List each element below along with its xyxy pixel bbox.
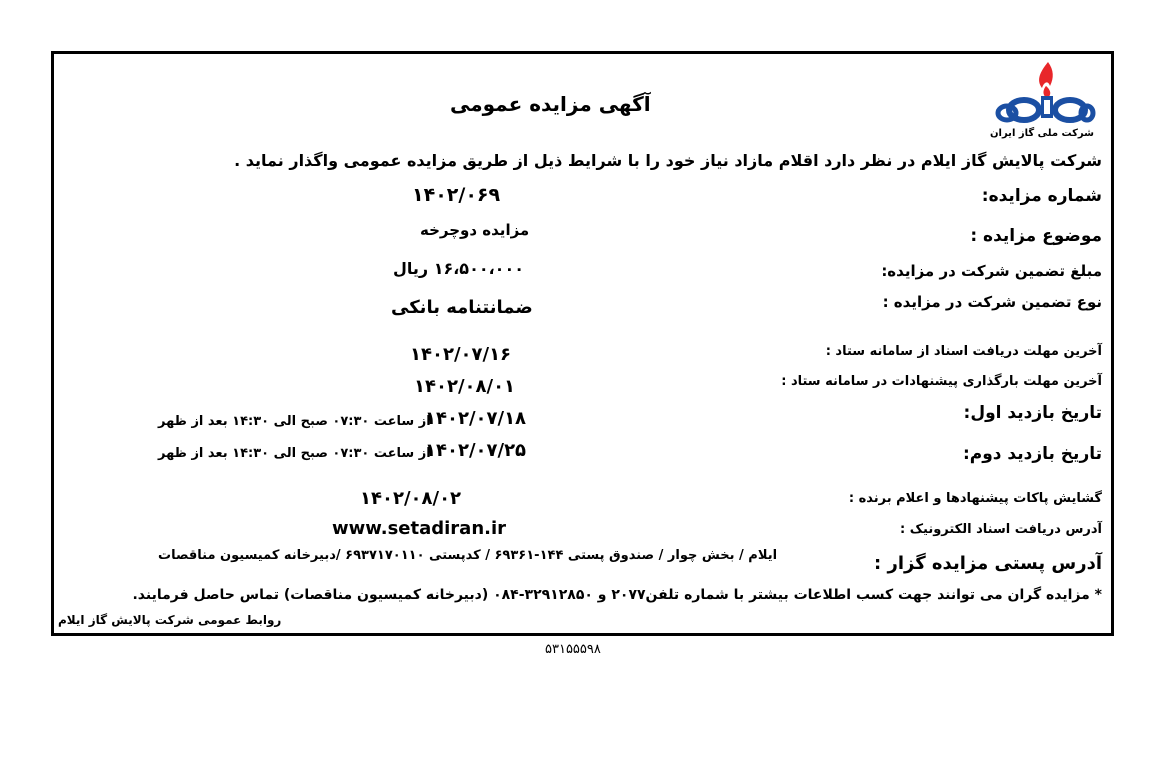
postal-value: ایلام / بخش چوار / صندوق پستی ۱۴۴-۶۹۳۶۱ / کدپستی ۶۹۳۷۱۷۰۱۱۰ /دبیرخانه کمیسیون مناقصات bbox=[158, 548, 778, 563]
notice-code: ۵۳۱۵۵۵۹۸ bbox=[545, 642, 601, 657]
auction-number-label: شماره مزایده: bbox=[981, 186, 1102, 206]
guarantee-type-value: ضمانتنامه بانکی bbox=[391, 297, 533, 318]
guarantee-amount-label: مبلغ تضمین شرکت در مزایده: bbox=[881, 262, 1102, 280]
visit1-label: تاریخ بازدید اول: bbox=[963, 403, 1102, 423]
visit1-time: از ساعت ۰۷:۳۰ صبح الی ۱۴:۳۰ بعد از ظهر bbox=[158, 414, 431, 429]
visit2-time: از ساعت ۰۷:۳۰ صبح الی ۱۴:۳۰ بعد از ظهر bbox=[158, 446, 431, 461]
bid-deadline-label: آخرین مهلت بارگذاری پیشنهادات در سامانه ستاد : bbox=[781, 374, 1102, 389]
page-title: آگهی مزایده عمومی bbox=[450, 92, 651, 116]
bid-deadline-value: ۱۴۰۲/۰۸/۰۱ bbox=[414, 376, 516, 397]
guarantee-type-label: نوع تضمین شرکت در مزایده : bbox=[882, 293, 1102, 311]
opening-label: گشایش پاکات پیشنهادها و اعلام برنده : bbox=[848, 491, 1102, 506]
opening-value: ۱۴۰۲/۰۸/۰۲ bbox=[360, 488, 462, 509]
visit2-label: تاریخ بازدید دوم: bbox=[962, 444, 1102, 464]
footer-note: * مزایده گران می توانند جهت کسب اطلاعات بیشتر با شماره تلفن۲۰۷۷ و ۳۲۹۱۲۸۵۰-۰۸۴ (دبیرخانه کمیسیون مناقصات) تماس حاصل فرمایند. bbox=[132, 587, 1102, 603]
subject-value: مزایده دوچرخه bbox=[420, 221, 530, 239]
guarantee-amount-value: ۱۶،۵۰۰،۰۰۰ ریال bbox=[393, 259, 524, 278]
postal-label: آدرس پستی مزایده گزار : bbox=[874, 553, 1102, 574]
logo-caption: شرکت ملی گاز ایران bbox=[990, 128, 1094, 139]
intro-text: شرکت پالایش گاز ایلام در نظر دارد اقلام مازاد نیاز خود را با شرایط ذیل از طریق مزایده عمومی واگذار نماید . bbox=[234, 151, 1102, 170]
auction-number-value: ۱۴۰۲/۰۶۹ bbox=[412, 184, 501, 206]
doc-deadline-value: ۱۴۰۲/۰۷/۱۶ bbox=[410, 344, 512, 365]
public-relations: روابط عمومی شرکت پالایش گاز ایلام bbox=[58, 613, 282, 627]
e-docs-label: آدرس دریافت اسناد الکترونیک : bbox=[899, 522, 1102, 537]
visit2-date: ۱۴۰۲/۰۷/۲۵ bbox=[425, 440, 527, 461]
visit1-date: ۱۴۰۲/۰۷/۱۸ bbox=[425, 408, 527, 429]
e-docs-link[interactable]: www.setadiran.ir bbox=[332, 518, 507, 539]
doc-deadline-label: آخرین مهلت دریافت اسناد از سامانه ستاد : bbox=[825, 344, 1102, 359]
subject-label: موضوع مزایده : bbox=[970, 226, 1102, 246]
